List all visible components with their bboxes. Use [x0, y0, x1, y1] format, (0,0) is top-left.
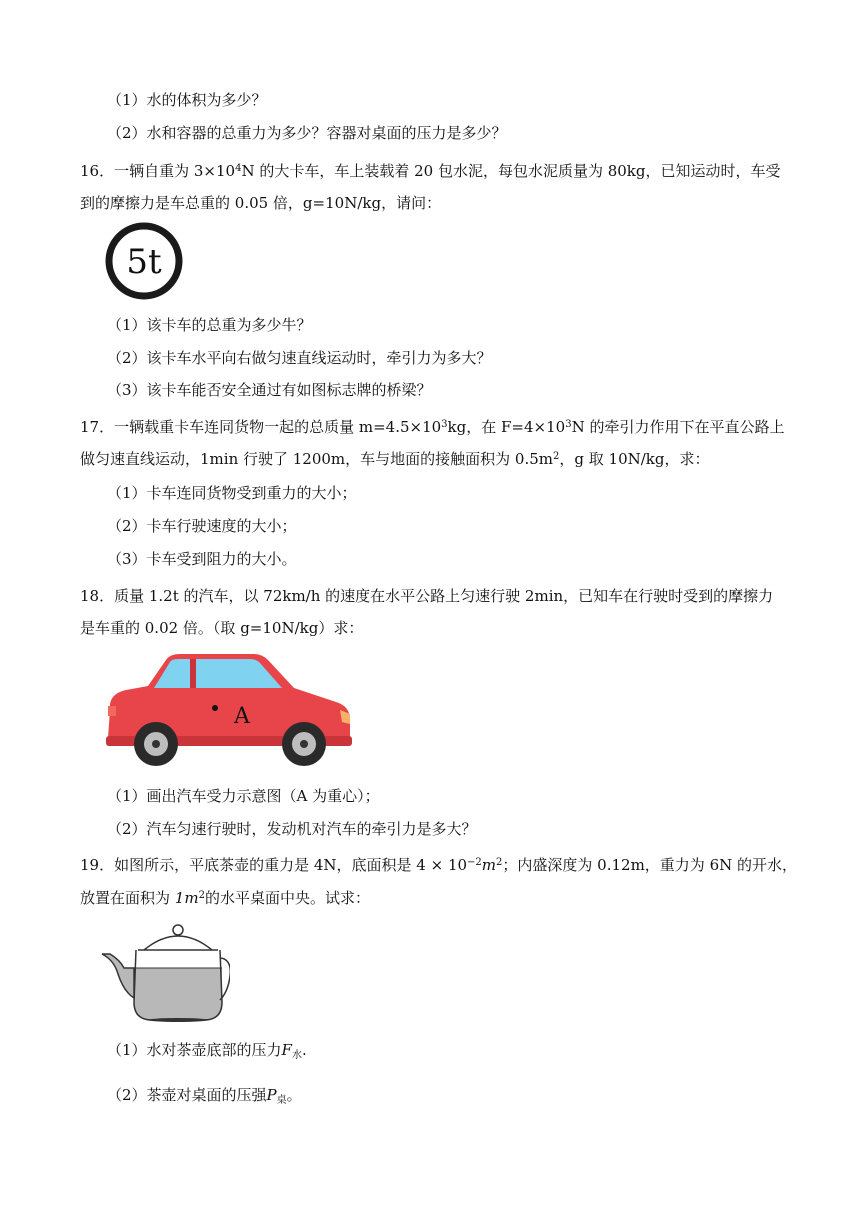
- q15-sub1: （1）水的体积为多少？: [107, 91, 267, 109]
- q19-sub1: （1）水对茶壶底部的压力$F_水$.: [107, 1041, 307, 1061]
- q18-sub2: （2）汽车匀速行驶时，发动机对汽车的牵引力是多大？: [107, 820, 477, 838]
- teapot-figure: [98, 920, 230, 1026]
- q16-line1: 16．一辆自重为 $3\times 10^4N$ 的大卡车，车上装载着 20 包水泥，每包水泥质量为 80kg，已知运动时，车受: [80, 162, 781, 180]
- q17-line2: 做匀速直线运动，1min 行驶了 1200m，车与地面的接触面积为 $0.5m^2$，g 取 10N/kg，求：: [80, 450, 710, 468]
- q17-sub3: （3）卡车受到阻力的大小。: [107, 550, 297, 568]
- car-rear-wheel: [134, 722, 178, 766]
- weight-limit-sign-figure: [104, 221, 184, 301]
- q16-sub3: （3）该卡车能否安全通过有如图标志牌的桥梁？: [107, 381, 432, 399]
- car-front-wheel: [282, 722, 326, 766]
- q18-sub1: （1）画出汽车受力示意图（A 为重心）；: [107, 787, 380, 805]
- teapot-knob: [173, 925, 183, 935]
- teapot-spout: [102, 954, 134, 998]
- q16-sub2: （2）该卡车水平向右做匀速直线运动时，牵引力为多大？: [107, 349, 492, 367]
- car-pillar: [190, 659, 196, 688]
- car-figure: [104, 650, 354, 768]
- q17-sub2: （2）卡车行驶速度的大小；: [107, 517, 297, 535]
- q15-sub2: （2）水和容器的总重力为多少？容器对桌面的压力是多少？: [107, 124, 507, 142]
- q19-sub2: （2）茶壶对桌面的压强$P_桌$。: [107, 1086, 302, 1106]
- car-label: A: [234, 704, 250, 729]
- q18-line2: 是车重的 0.02 倍。（取 g=10N/kg）求：: [80, 619, 364, 637]
- center-of-gravity-dot: [212, 705, 218, 711]
- q17-sub1: （1）卡车连同货物受到重力的大小；: [107, 484, 357, 502]
- teapot-water: [134, 968, 222, 1020]
- q18-line1: 18．质量 1.2t 的汽车，以 72km/h 的速度在水平公路上匀速行驶 2min，已知车在行驶时受到的摩擦力: [80, 587, 774, 605]
- teapot-base: [148, 1018, 208, 1022]
- sign-text: 5t: [126, 242, 162, 282]
- q17-line1: 17．一辆载重卡车连同货物一起的总质量 $m=4.5\times 10^3kg$，在 $F=4\times 10^3N$ 的牵引力作用下在平直公路上: [80, 418, 785, 436]
- q16-line2: 到的摩擦力是车总重的 0.05 倍，g=10N/kg，请问：: [80, 194, 442, 212]
- teapot-lid: [144, 936, 212, 950]
- car-taillight: [108, 706, 116, 716]
- q19-line2: 放置在面积为 $1m^2$的水平桌面中央。试求：: [80, 889, 370, 907]
- q19-line1: 19．如图所示，平底茶壶的重力是 4N，底面积是 $4 \times 10^{-2}m^2$；内盛深度为 0.12m，重力为 6N 的开水，: [80, 856, 798, 874]
- q16-sub1: （1）该卡车的总重为多少牛？: [107, 316, 312, 334]
